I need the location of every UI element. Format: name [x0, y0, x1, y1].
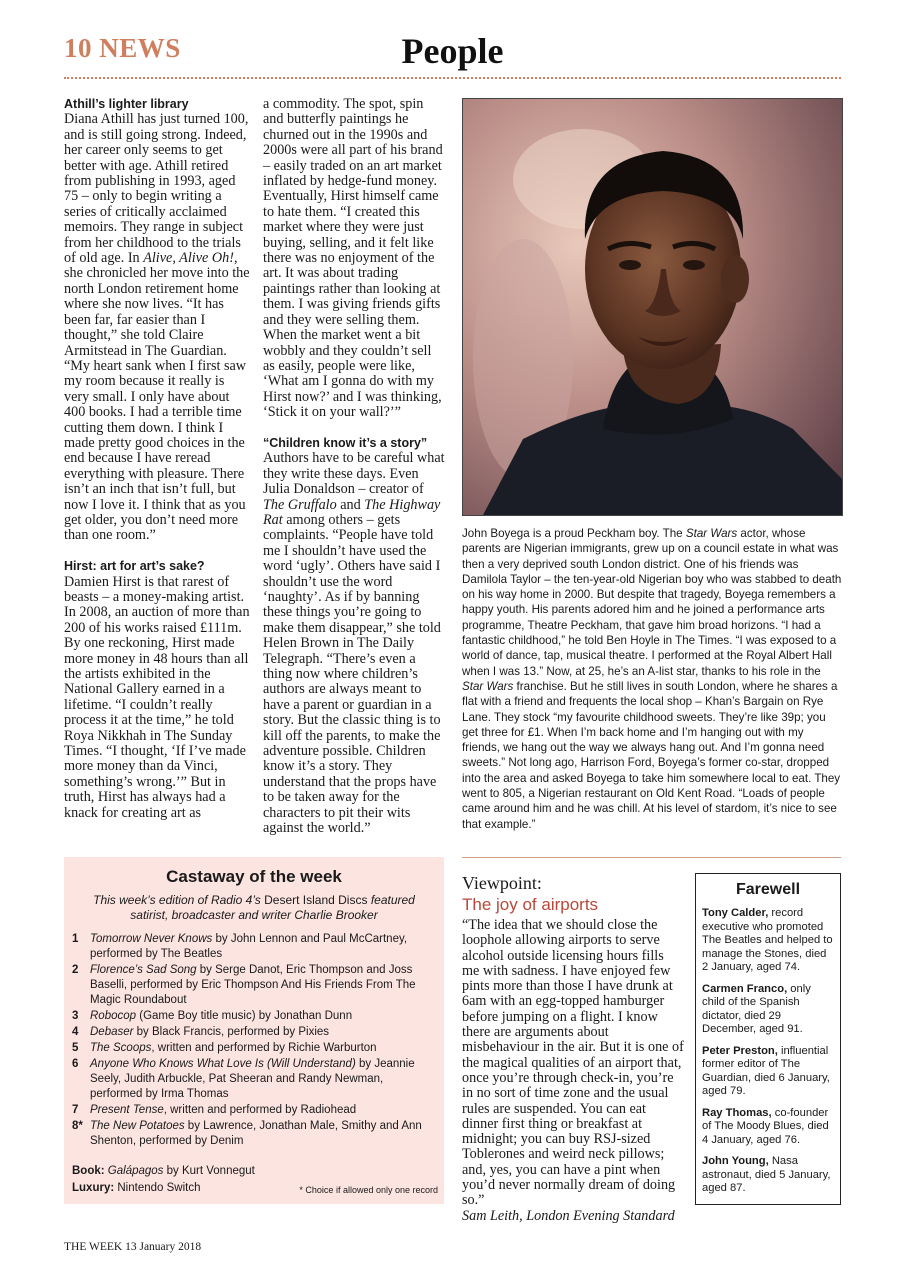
- section-label: NEWS: [99, 33, 181, 63]
- track-title: Tomorrow Never Knows: [90, 933, 213, 945]
- item-number: 2: [72, 963, 79, 976]
- castaway-box: [64, 857, 444, 1204]
- farewell-box: [695, 873, 841, 1205]
- viewpoint-byline: Sam Leith, London Evening Standard: [462, 1207, 675, 1224]
- donaldson-heading: “Children know it’s a story”: [263, 435, 428, 450]
- item-number: 6: [72, 1058, 79, 1071]
- list-item: 8* The New Potatoes by Lawrence, Jonathan Male, Smithy and Ann Shenton, performed by Denim: [72, 1120, 422, 1148]
- header-divider: [64, 77, 841, 79]
- section-divider: [462, 857, 841, 858]
- hirst-text-continued: a commodity. The spot, spin and butterfly paintings he churned out in the 1990s and 2000s were all part of his brand – easily traded on an art market inflated by hedge-fund money. Eventually, Hirst himself came to hate them. “I created this market where they were just buying, selling, and it felt like there was no enjoyment of the art. It was about trading paintings rather than looking at them. I was giving friends gifts and they were selling them. When the market went a bit wobbly and they couldn’t sell as easily, people were like, ‘What am I gonna do with my Hirst now?’ and I was thinking, ‘Stick it on your wall?’”: [263, 96, 443, 421]
- list-item: 7 Present Tense, written and performed by Radiohead: [72, 1104, 357, 1117]
- athill-heading: Athill’s lighter library: [64, 97, 189, 111]
- list-item: 6 Anyone Who Knows What Love Is (Will Understand) by Jeannie Seely, Judith Arbuckle, Pat Sheeran and Randy Newman, performed by Irma Thomas: [72, 1058, 415, 1100]
- boyega-story: John Boyega is a proud Peckham boy. The Star Wars actor, whose parents are Nigerian immigrants, grew up on a council estate in what was then a very deprived south London district. One of his friends was Damilola Taylor – the ten-year-old Nigerian boy who was stabbed to death on his way home in 2000. But despite that tragedy, Boyega remembers a happy youth. His parents adored him and he joined a performance arts programme, Theatre Peckham, that gave him broad horizons. “I had a fantastic childhood,” he told Ben Hoyle in The Times. “I was exposed to a world of dance, tap, musical theatre. I performed at the Royal Albert Hall when I was 13.” Now, at 25, he’s an A-list star, thanks to his role in the Star Wars franchise. But he still lives in south London, where he shares a flat with a friend and frequents the local shop – Khan’s Bargain on Rye Lane. They stock “my favourite childhood sweets. They’re like 39p; you get three for £1. When I’m back home and I’m hanging out with my friends, we hang out the way we always hang out. And I’m gonna need sweets.” Not long ago, Harrison Ford, Boyega’s former co-star, dropped into the area and asked Boyega to take him somewhere local to eat. They went to 805, a Nigerian restaurant on Old Kent Road. “Loads of people came around him and he was chill. At his level of stardom, it’s nice to see that example.”: [462, 527, 842, 831]
- castaway-heading: Castaway of the week: [166, 867, 342, 886]
- list-item: 5 The Scoops, written and performed by Richie Warburton: [72, 1042, 377, 1055]
- list-item: 3 Robocop (Game Boy title music) by Jonathan Dunn: [72, 1009, 353, 1022]
- farewell-heading: Farewell: [735, 881, 801, 898]
- track-title: Debaser: [90, 1025, 134, 1038]
- column-1: [64, 97, 252, 821]
- donaldson-text: Authors have to be careful what they write these days. Even Julia Donaldson – creator of The Gruffalo and The Highway Rat among others – gets complaints. “People have told me I shouldn’t have used the word ‘ugly’. Others have said I shouldn’t use the word ‘naughty’. As if by banning these things you’re going to make them disappear,” she told Helen Brown in The Daily Telegraph. “There’s even a thing now where children’s authors are always meant to have a parent or guardian in a story. But the classic thing is to kill off the parents, to make the adventure possible. Children know it’s a story. They understand that the props have to be taken away for the characters to pit their wits against the world.”: [263, 450, 445, 837]
- page-number: 10: [64, 33, 92, 63]
- column-2: [263, 97, 445, 836]
- portrait-illustration: [463, 99, 842, 515]
- castaway-footer: Book: Galápagos by Kurt Vonnegut Luxury: Nintendo Switch * Choice if allowed only one record: [72, 1163, 438, 1197]
- farewell-entry: John Young, Nasa astronaut, died 5 January, aged 87.: [702, 1155, 831, 1194]
- boyega-photo: [462, 98, 843, 516]
- hirst-text: Damien Hirst is that rarest of beasts – a money-making artist. In 2008, an auction of more than 200 of his works raised £111m. By one reckoning, Hirst made more money in 48 hours than all the artists exhibited in the National Gallery earned in a lifetime. “I couldn’t really process it at the time,” he told Roya Nikkhah in The Sunday Times. “I thought, ‘If I’ve made more money than da Vinci, something’s wrong.’” But in truth, Hirst has always had a knack for creating art as: [64, 573, 250, 821]
- track-title: Florence’s Sad Song: [90, 963, 197, 976]
- item-number: 5: [72, 1042, 79, 1055]
- farewell-list: [702, 907, 834, 1196]
- item-number: 1: [72, 933, 79, 945]
- athill-text: Diana Athill has just turned 100, and is still going strong. Indeed, her career only seems to get better with age. Athill retired from publishing in 1993, aged 75 – only to begin writing a series of critically acclaimed memoirs. They range in subject from her childhood to the trials of old age. In Alive, Alive Oh!, she chronicled her move into the north London retirement home where she now lives. “It has been far, far easier than I thought,” she told Claire Armitstead in The Guardian. “My heart sank when I first saw my room because it really is very small. I only have about 400 books. I had a terrible time cutting them down. I think I made pretty good choices in the end because I have reread everything with pleasure. There isn’t an inch that isn’t full, but now I love it. I think that as you get older, you don’t need more than one room.”: [64, 111, 250, 544]
- viewpoint-title: The joy of airports: [462, 895, 599, 914]
- page-title: People: [401, 31, 504, 71]
- farewell-entry: Ray Thomas, co-founder of The Moody Blues, died 4 January, aged 76.: [702, 1106, 829, 1146]
- list-item: 4 Debaser by Black Francis, performed by Pixies: [72, 1025, 330, 1038]
- farewell-entry: Tony Calder, record executive who promoted The Beatles and helped to manage the Stones, died 2 January, aged 74.: [702, 907, 833, 973]
- castaway-list: [72, 932, 430, 1149]
- castaway-note: * Choice if allowed only one record: [299, 1185, 438, 1195]
- hirst-heading: Hirst: art for art’s sake?: [64, 559, 205, 574]
- farewell-entry: Peter Preston, influential former editor of The Guardian, died 6 January, aged 79.: [702, 1044, 830, 1097]
- item-number: 7: [72, 1104, 79, 1117]
- item-number: 3: [72, 1009, 79, 1022]
- item-number: 4: [72, 1025, 79, 1038]
- track-title: The Scoops: [90, 1042, 152, 1055]
- castaway-intro: This week’s edition of Radio 4’s Desert Island Discs featured satirist, broadcaster and writer Charlie Brooker: [93, 893, 415, 922]
- track-title: The New Potatoes: [90, 1120, 185, 1133]
- viewpoint-label: Viewpoint:: [462, 873, 542, 893]
- viewpoint-text: “The idea that we should close the loophole allowing airports to serve alcohol outside licensing hours fills me with sadness. I have enjoyed few pints more than those I have drunk at 6am with an egg-topped hamburger before jumping on a flight. I know there are arguments about misbehaviour in the air. But it is one of the magical qualities of an airport that, once you’re through check-in, you’re in no sort of time zone and the usual rules are suspended. You can eat dinner first thing or breakfast at midnight; you can buy RSJ-sized Toblerones and weird neck pillows; and, yes, you can have a pint when you’d never normally dream of doing so.”: [462, 917, 684, 1209]
- farewell-entry: Carmen Franco, only child of the Spanish dictator, died 29 December, aged 91.: [702, 982, 811, 1035]
- track-title: Robocop: [90, 1009, 137, 1022]
- track-title: Present Tense: [90, 1104, 164, 1117]
- list-item: 1 Tomorrow Never Knows by John Lennon and Paul McCartney, performed by The Beatles: [72, 933, 408, 960]
- book-title: Alive, Alive Oh!: [143, 250, 234, 267]
- track-title: Anyone Who Knows What Love Is (Will Understand): [90, 1058, 356, 1071]
- viewpoint-section: [462, 873, 684, 1224]
- list-item: 2 Florence’s Sad Song by Serge Danot, Eric Thompson and Joss Baselli, performed by Eric Thompson And His Friends From The Magic Roundabout: [72, 963, 416, 1006]
- item-number: 8*: [72, 1120, 83, 1133]
- page-footer: THE WEEK 13 January 2018: [64, 1241, 202, 1253]
